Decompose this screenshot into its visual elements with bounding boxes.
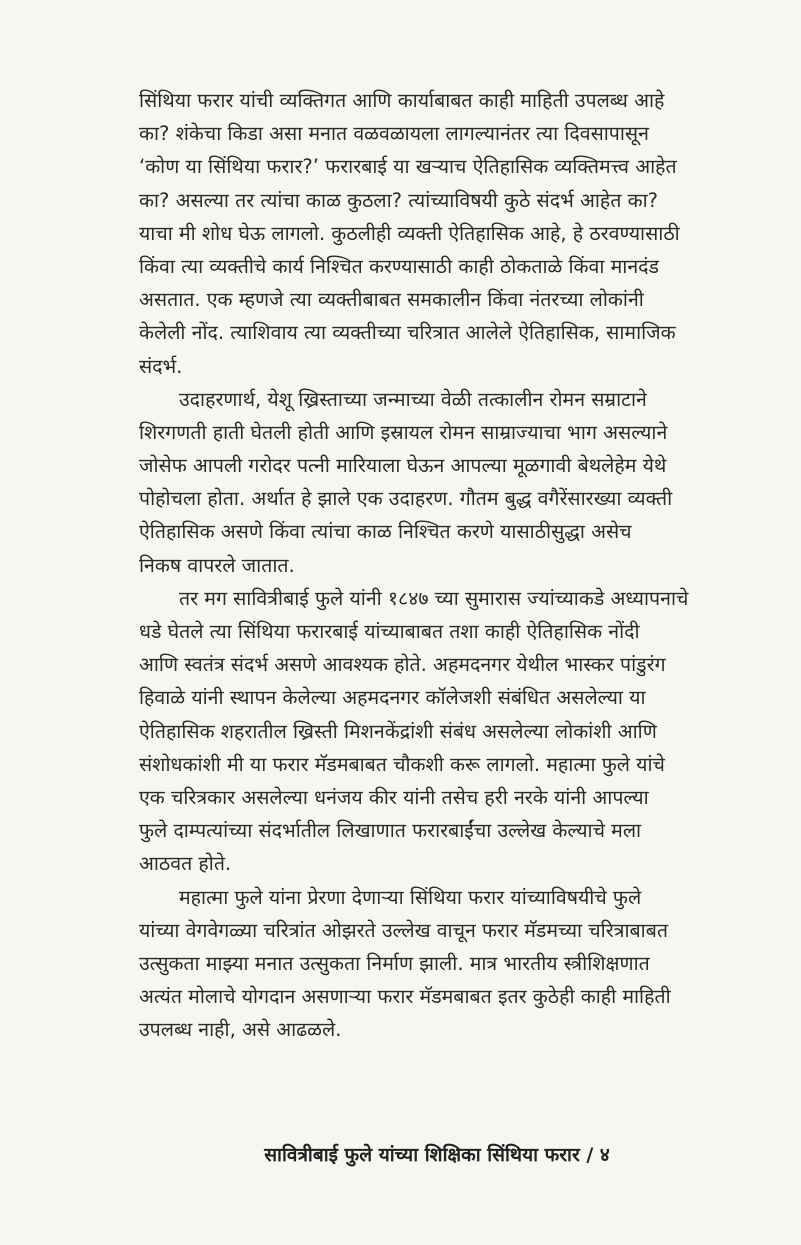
text-line: तर मग सावित्रीबाई फुले यांनी १८४७ च्या सुमारास ज्यांच्याकडे अध्यापनाचे bbox=[179, 586, 689, 610]
text-line: ऐतिहासिक शहरातील ख्रिस्ती मिशनकेंद्रांशी संबंध असलेल्या लोकांशी आणि bbox=[139, 719, 657, 743]
text-line: महात्मा फुले यांना प्रेरणा देणाऱ्या सिंथिया फरार यांच्याविषयीचे फुले bbox=[179, 885, 642, 909]
paragraph-4 bbox=[139, 881, 735, 1047]
text-line: निकष वापरले जातात. bbox=[139, 553, 295, 577]
text-line: पोहोचला होता. अर्थात हे झाले एक उदाहरण. गौतम बुद्ध वगैरेंसारख्या व्यक्ती bbox=[139, 487, 673, 511]
text-line: अत्यंत मोलाचे योगदान असणाऱ्या फरार मॅडमबाबत इतर कुठेही काही माहिती bbox=[139, 985, 671, 1009]
text-line: हिवाळे यांनी स्थापन केलेल्या अहमदनगर कॉलेजशी संबंधित असलेल्या या bbox=[139, 686, 646, 710]
page-footer: सावित्रीबाई फुले यांच्या शिक्षिका सिंथिया फरार / ४ bbox=[264, 1144, 610, 1166]
paragraph-1 bbox=[139, 84, 735, 383]
text-line: जोसेफ आपली गरोदर पत्नी मारियाला घेऊन आपल्या मूळगावी बेथलेहेम येथे bbox=[139, 454, 667, 478]
text-line: असतात. एक म्हणजे त्या व्यक्तीबाबत समकालीन किंवा नंतरच्या लोकांनी bbox=[139, 288, 644, 312]
text-line: संशोधकांशी मी या फरार मॅडमबाबत चौकशी करू लागलो. महात्मा फुले यांचे bbox=[139, 752, 665, 776]
text-line: का? शंकेचा किडा असा मनात वळवळायला लागल्यानंतर त्या दिवसापासून bbox=[139, 122, 649, 146]
text-line: ऐतिहासिक असणे किंवा त्यांचा काळ निश्चित करणे यासाठीसुद्धा असेच bbox=[139, 520, 632, 544]
text-line: धडे घेतले त्या सिंथिया फरारबाई यांच्याबाबत तशा काही ऐतिहासिक नोंदी bbox=[139, 620, 640, 643]
body-text bbox=[139, 84, 735, 1046]
text-line: आठवत होते. bbox=[139, 852, 232, 876]
text-line: एक चरित्रकार असलेल्या धनंजय कीर यांनी तसेच हरी नरके यांनी आपल्या bbox=[139, 785, 649, 809]
text-line: उपलब्ध नाही, असे आढळले. bbox=[139, 1018, 342, 1042]
text-line: फुले दाम्पत्यांच्या संदर्भातील लिखाणात फरारबाईंचा उल्लेख केल्याचे मला bbox=[139, 819, 642, 843]
text-line: उत्सुकता माझ्या मनात उत्सुकता निर्माण झाली. मात्र भारतीय स्त्रीशिक्षणात bbox=[139, 951, 650, 975]
text-line: ‘कोण या सिंथिया फरार?’ फरारबाई या खऱ्याच ऐतिहासिक व्यक्तिमत्त्व आहेत bbox=[139, 155, 677, 179]
text-line: याचा मी शोध घेऊ लागलो. कुठलीही व्यक्ती ऐतिहासिक आहे, हे ठरवण्यासाठी bbox=[139, 221, 680, 245]
text-line: उदाहरणार्थ, येशू ख्रिस्ताच्या जन्माच्या वेळी तत्कालीन रोमन सम्राटाने bbox=[179, 387, 647, 411]
text-line: यांच्या वेगवेगळ्या चरित्रांत ओझरते उल्लेख वाचून फरार मॅडमच्या चरित्राबाबत bbox=[139, 918, 668, 942]
text-line: केलेली नोंद. त्याशिवाय त्या व्यक्तीच्या चरित्रात आलेले ऐतिहासिक, सामाजिक bbox=[139, 321, 676, 345]
text-line: का? असल्या तर त्यांचा काळ कुठला? त्यांच्याविषयी कुठे संदर्भ आहेत का? bbox=[139, 188, 658, 212]
text-line: सिंथिया फरार यांची व्यक्तिगत आणि कार्याबाबत काही माहिती उपलब्ध आहे bbox=[139, 89, 665, 112]
paragraph-3 bbox=[139, 582, 735, 881]
paragraph-2 bbox=[139, 383, 735, 582]
text-line: संदर्भ. bbox=[139, 354, 183, 378]
text-line: शिरगणती हाती घेतली होती आणि इस्रायल रोमन साम्राज्याचा भाग असल्याने bbox=[139, 420, 668, 444]
text-line: किंवा त्या व्यक्तीचे कार्य निश्चित करण्यासाठी काही ठोकताळे किंवा मानदंड bbox=[139, 254, 659, 278]
text-line: आणि स्वतंत्र संदर्भ असणे आवश्यक होते. अहमदनगर येथील भास्कर पांडुरंग bbox=[139, 653, 666, 677]
